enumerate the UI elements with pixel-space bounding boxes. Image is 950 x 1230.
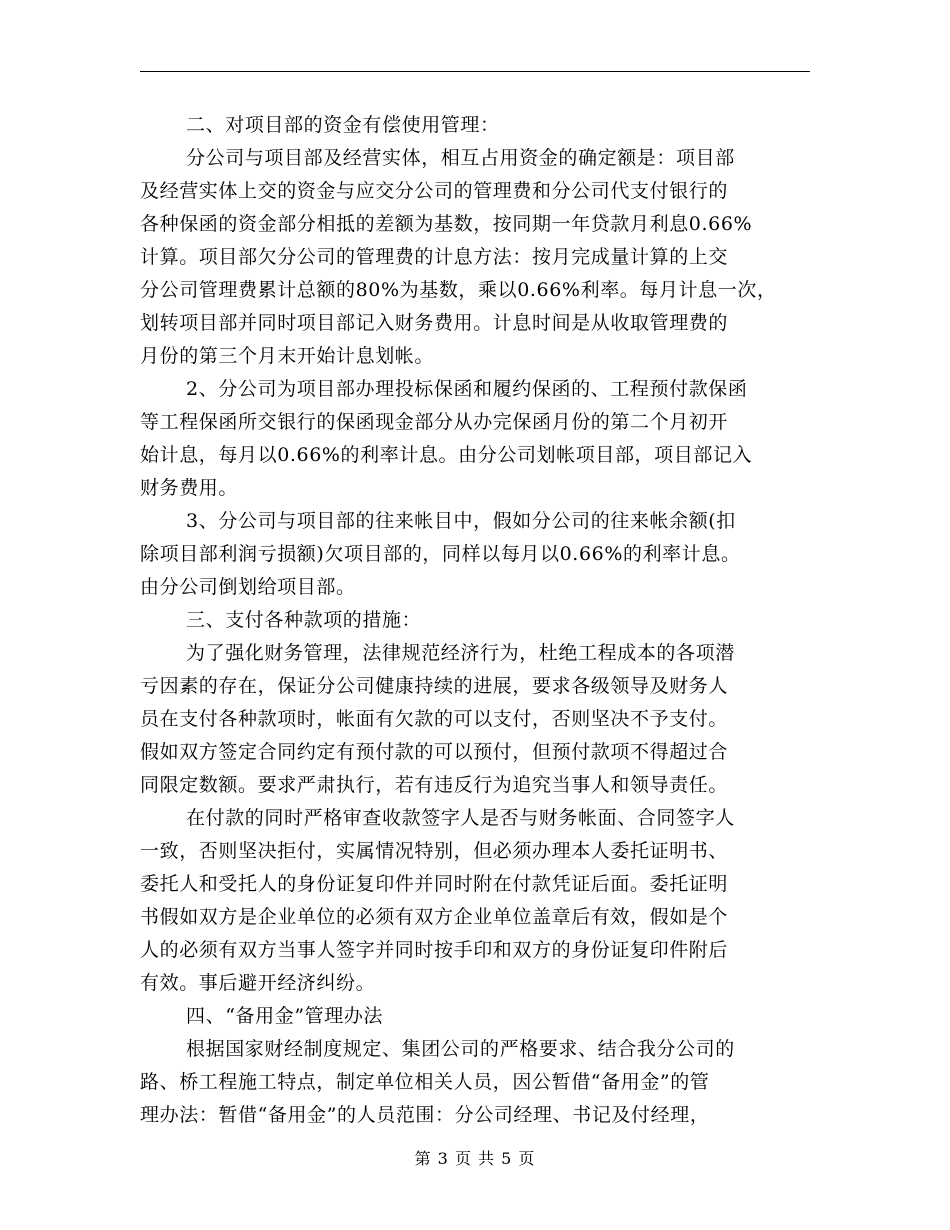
paragraph-line: 有效。事后避开经济纠纷。 (140, 972, 376, 994)
paragraph-line: 根据国家财经制度规定、集团公司的严格要求、结合我分公司的 (186, 1038, 735, 1060)
paragraph-line: 员在支付各种款项时，帐面有欠款的可以支付，否则坚决不予支付。 (140, 708, 729, 730)
paragraph-line: 2、分公司为项目部办理投标保函和履约保函的、工程预付款保函 (186, 378, 748, 400)
paragraph-line: 假如双方签定合同约定有预付款的可以预付，但预付款项不得超过合 (140, 741, 729, 763)
paragraph-line: 一致，否则坚决拒付，实属情况特别，但必须办理本人委托证明书、 (140, 840, 729, 862)
header-rule (140, 71, 810, 72)
paragraph-line: 各种保函的资金部分相抵的差额为基数，按同期一年贷款月利息0.66% (140, 213, 753, 235)
section-heading-3: 三、支付各种款项的措施： (186, 609, 422, 631)
paragraph-line: 同限定数额。要求严肃执行，若有违反行为追究当事人和领导责任。 (140, 774, 729, 796)
paragraph-line: 在付款的同时严格审查收款签字人是否与财务帐面、合同签字人 (186, 807, 735, 829)
paragraph-line: 委托人和受托人的身份证复印件并同时附在付款凭证后面。委托证明 (140, 873, 729, 895)
paragraph-line: 3、分公司与项目部的往来帐目中，假如分公司的往来帐余额(扣 (186, 510, 736, 532)
paragraph-line: 划转项目部并同时项目部记入财务费用。计息时间是从收取管理费的 (140, 312, 729, 334)
paragraph-line: 书假如双方是企业单位的必须有双方企业单位盖章后有效，假如是个 (140, 906, 729, 928)
section-heading-4: 四、“备用金”管理办法 (186, 1005, 384, 1027)
paragraph-line: 人的必须有双方当事人签字并同时按手印和双方的身份证复印件附后 (140, 939, 729, 961)
document-body (140, 109, 815, 1132)
page-number: 第 3 页 共 5 页 (414, 1149, 536, 1168)
paragraph-line: 理办法：暂借“备用金”的人员范围：分公司经理、书记及付经理， (140, 1104, 710, 1126)
paragraph-line: 路、桥工程施工特点，制定单位相关人员，因公暂借“备用金”的管 (140, 1071, 710, 1093)
paragraph-line: 始计息，每月以0.66%的利率计息。由分公司划帐项目部，项目部记入 (140, 444, 753, 466)
paragraph-line: 等工程保函所交银行的保函现金部分从办完保函月份的第二个月初开 (140, 411, 729, 433)
paragraph-line: 计算。项目部欠分公司的管理费的计息方法：按月完成量计算的上交 (140, 246, 729, 268)
paragraph-line: 除项目部利润亏损额)欠项目部的，同样以每月以0.66%的利率计息。 (140, 543, 741, 565)
paragraph-line: 月份的第三个月末开始计息划帐。 (140, 345, 435, 367)
paragraph-line: 及经营实体上交的资金与应交分公司的管理费和分公司代支付银行的 (140, 180, 729, 202)
paragraph-line: 为了强化财务管理，法律规范经济行为，杜绝工程成本的各项潜 (186, 642, 735, 664)
paragraph-line: 由分公司倒划给项目部。 (140, 576, 356, 598)
paragraph-line: 财务费用。 (140, 477, 239, 499)
section-heading-2: 二、对项目部的资金有偿使用管理： (186, 114, 500, 136)
paragraph-line: 分公司与项目部及经营实体，相互占用资金的确定额是：项目部 (186, 147, 735, 169)
paragraph-line: 分公司管理费累计总额的80%为基数，乘以0.66%利率。每月计息一次， (140, 279, 777, 301)
paragraph-line: 亏因素的存在，保证分公司健康持续的进展，要求各级领导及财务人 (140, 675, 729, 697)
